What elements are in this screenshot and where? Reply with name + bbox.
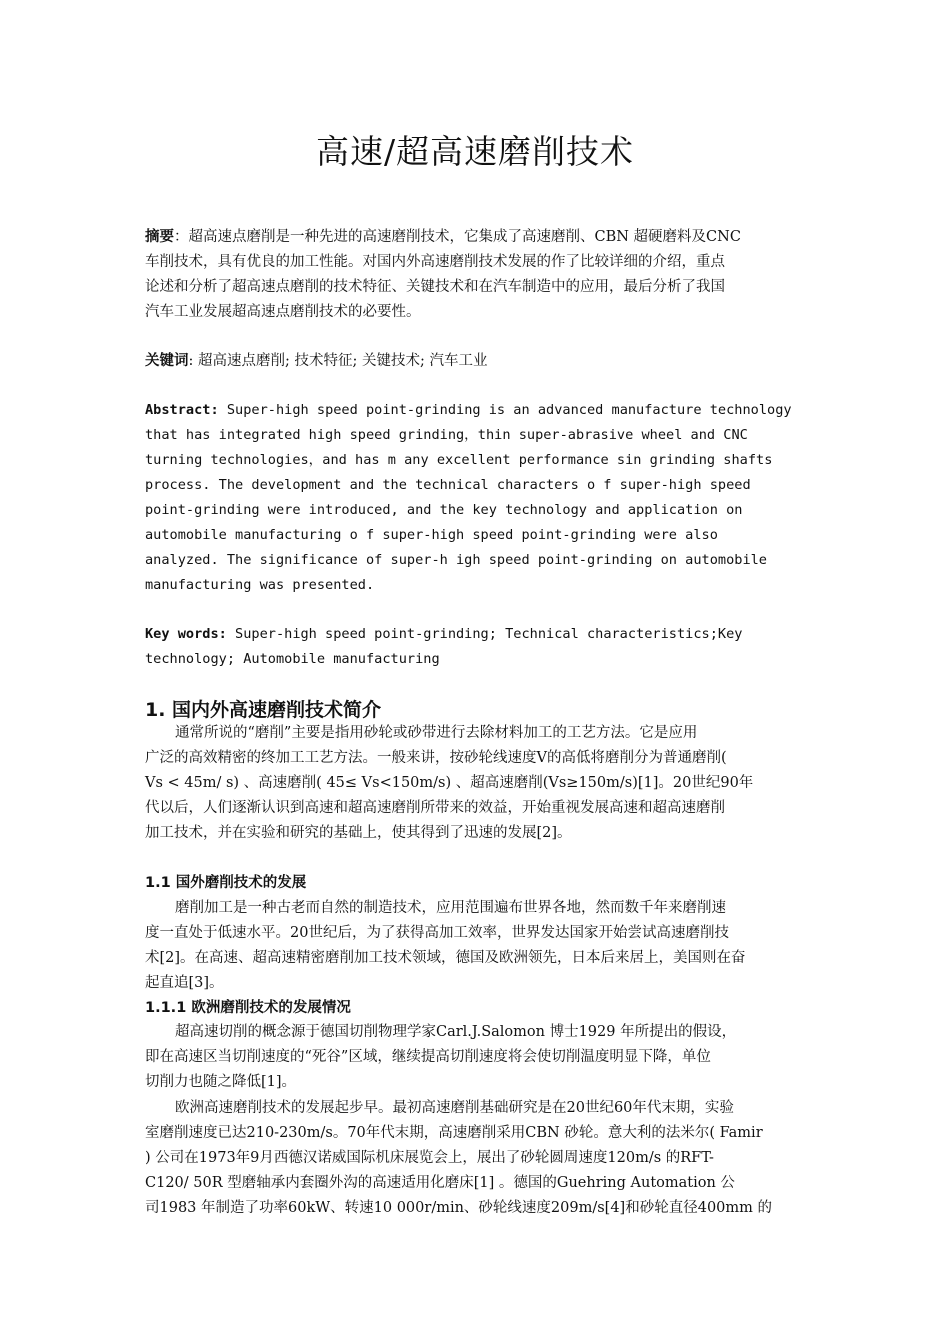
section-1-1-body (145, 896, 810, 996)
section-1-1-1-line: C120/ 50R 型磨轴承内套圈外沟的高速适用化磨床[1] 。德国的Guehring Automation 公 (145, 1175, 735, 1191)
section-1-line: 加工技术，并在实验和研究的基础上，使其得到了迅速的发展[2]。 (145, 825, 572, 841)
abstract-cn-line: ：超高速点磨削是一种先进的高速磨削技术，它集成了高速磨削、CBN 超硬磨料及CNC (174, 229, 741, 245)
keywords-cn-text: : 超高速点磨削; 技术特征; 关键技术; 汽车工业 (188, 353, 488, 369)
section-1-1-line: 术[2]。在高速、超高速精密磨削加工技术领域，德国及欧洲领先，日本后来居上，美国则在奋 (145, 950, 746, 966)
section-1-line: 通常所说的“磨削”主要是指用砂轮或砂带进行去除材料加工的工艺方法。它是应用 (175, 725, 698, 741)
section-1-1-line: 磨削加工是一种古老而自然的制造技术，应用范围遍布世界各地，然而数千年来磨削速 (175, 900, 726, 916)
section-1-1-1-line: 超高速切削的概念源于德国切削物理学家Carl.J.Salomon 博士1929 年所提出的假设， (175, 1024, 737, 1040)
abstract-en-label: Abstract: (145, 402, 219, 418)
section-1-1-line: 起直追[3]。 (145, 975, 224, 991)
section-1-line: 代以后，人们逐渐认识到高速和超高速磨削所带来的效益，开始重视发展高速和超高速磨削 (145, 800, 725, 816)
abstract-cn-label: 摘要 (145, 229, 174, 245)
abstract-en-line: manufacturing was presented. (145, 577, 375, 593)
section-1-line: 广泛的高效精密的终加工工艺方法。一般来讲，按砂轮线速度V的高低将磨削分为普通磨削( (145, 750, 727, 766)
section-1-1-heading: 1.1 国外磨削技术的发展 (145, 875, 307, 891)
abstract-en-line: automobile manufacturing o f super-high speed point-grinding were also (145, 527, 718, 543)
keywords-cn-label: 关键词 (145, 353, 189, 369)
section-1-heading: 1. 国内外高速磨削技术简介 (145, 699, 382, 721)
abstract-en-line: turning technologies，and has m any excellent performance sin grinding shafts (145, 452, 773, 468)
abstract-cn (145, 225, 810, 325)
abstract-en-line: Super-high speed point-grinding is an advanced manufacture technology (218, 402, 792, 418)
keywords-cn (145, 349, 810, 374)
section-1-body (145, 721, 810, 846)
section-1-line: Vs < 45m/ s) 、高速磨削( 45≤ Vs<150m/s) 、超高速磨削(Vs≥150m/s)[1]。20世纪90年 (145, 775, 754, 791)
abstract-cn-line: 车削技术，具有优良的加工性能。对国内外高速磨削技术发展的作了比较详细的介绍，重点 (145, 254, 725, 270)
section-1-1-1-para1 (145, 1020, 810, 1095)
keywords-en (145, 622, 810, 672)
abstract-en-line: process. The development and the technical characters o f super-high speed (145, 477, 751, 493)
section-1-1-1-line: 切削力也随之降低[1]。 (145, 1074, 297, 1090)
abstract-en-line: analyzed. The significance of super-h igh speed point-grinding on automobile (145, 552, 767, 568)
abstract-cn-line: 论述和分析了超高速点磨削的技术特征、关键技术和在汽车制造中的应用，最后分析了我国 (145, 279, 725, 295)
section-1-1-1-line: ) 公司在1973年9月西德汉诺威国际机床展览会上，展出了砂轮圆周速度120m/s 的RFT- (145, 1150, 714, 1166)
section-1-1-1-line: 司1983 年制造了功率60kW、转速10 000r/min、砂轮线速度209m/s[4]和砂轮直径400mm 的 (145, 1200, 773, 1216)
abstract-en-line: that has integrated high speed grinding，thin super-abrasive wheel and CNC (145, 427, 748, 443)
section-1-1-1-line: 室磨削速度已达210-230m/s。70年代末期，高速磨削采用CBN 砂轮。意大利的法米尔( Famir (145, 1125, 763, 1141)
document-title: 高速/超高速磨削技术 (315, 132, 635, 171)
abstract-en-line: point-grinding were introduced, and the key technology and application on (145, 502, 743, 518)
section-1-1-1-heading: 1.1.1 欧洲磨削技术的发展情况 (145, 1000, 351, 1016)
keywords-en-line: Super-high speed point-grinding; Technical characteristics;Key (226, 626, 743, 642)
abstract-en (145, 398, 810, 598)
abstract-cn-line: 汽车工业发展超高速点磨削技术的必要性。 (145, 304, 421, 320)
keywords-en-label: Key words: (145, 626, 227, 642)
keywords-en-line: technology; Automobile manufacturing (145, 651, 440, 667)
section-1-1-1-line: 即在高速区当切削速度的“死谷”区域，继续提高切削速度将会使切削温度明显下降，单位 (145, 1049, 711, 1065)
section-1-1-1-line: 欧洲高速磨削技术的发展起步早。最初高速磨削基础研究是在20世纪60年代末期，实验 (175, 1100, 734, 1116)
section-1-1-line: 度一直处于低速水平。20世纪后，为了获得高加工效率，世界发达国家开始尝试高速磨削技 (145, 925, 729, 941)
section-1-1-1-para2 (145, 1096, 810, 1221)
